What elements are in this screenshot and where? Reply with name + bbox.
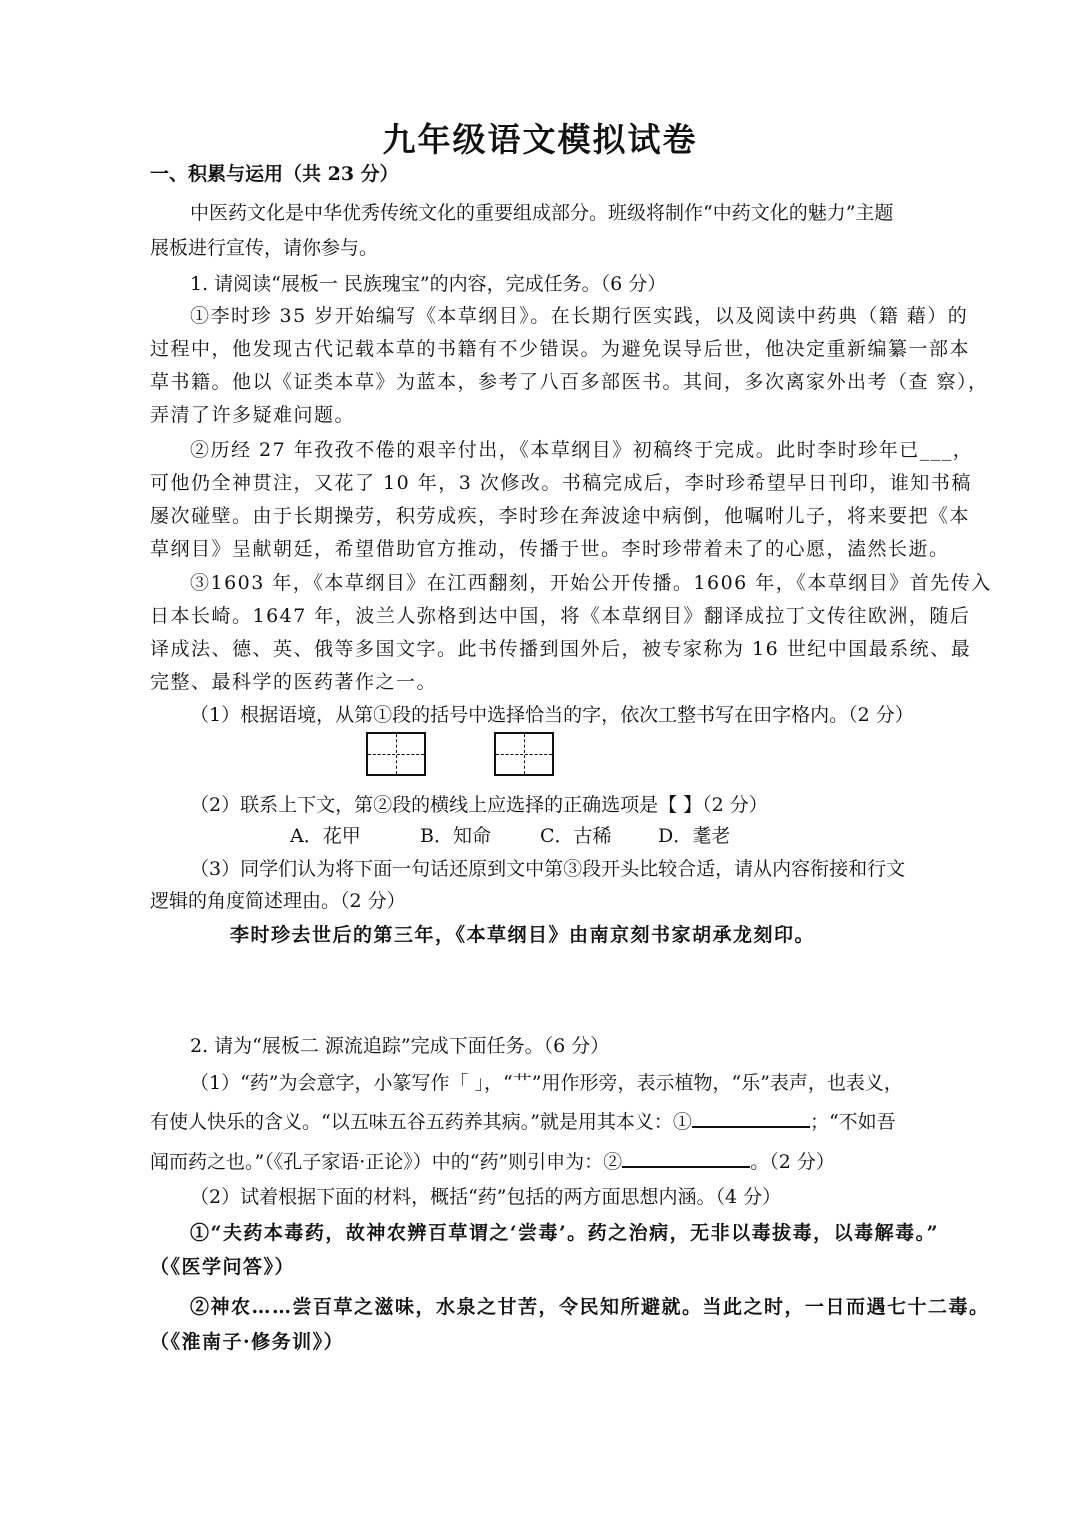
option-c[interactable]: C．古稀 xyxy=(540,825,612,847)
grid-divider xyxy=(496,754,552,755)
section-heading: 一、积累与运用（共 23 分） xyxy=(150,163,399,185)
q2-sub1-line2-text: 有使人快乐的含义。“以五味五谷五药养其病。”就是用其本义：① xyxy=(150,1111,692,1133)
q2-sub1-line2-tail: ；“不如吾 xyxy=(809,1111,896,1133)
writing-grid-2[interactable] xyxy=(494,732,554,776)
q2-prompt: 2. 请为“展板二 源流追踪”完成下面任务。（6 分） xyxy=(190,1035,610,1057)
grid-divider xyxy=(368,754,424,755)
q1-sub3-line1: （3）同学们认为将下面一句话还原到文中第③段开头比较合适，请从内容衔接和行文 xyxy=(190,858,906,880)
q1-para2-line3: 屡次碰壁。由于长期操劳，积劳成疾，李时珍在奔波途中病倒，他嘱咐儿子，将来要把《本 xyxy=(150,505,971,527)
q1-para1-line2: 过程中，他发现古代记载本草的书籍有不少错误。为避免误导后世，他决定重新编纂一部本 xyxy=(150,338,971,360)
option-d[interactable]: D．耄老 xyxy=(658,825,731,847)
answer-blank-1[interactable] xyxy=(692,1108,810,1128)
material-2-line1: ②神农……尝百草之滋味，水泉之甘苦，令民知所避就。当此之时，一日而遇七十二毒。 xyxy=(190,1296,990,1318)
q2-sub2: （2）试着根据下面的材料，概括“药”包括的两方面思想内涵。（4 分） xyxy=(190,1186,782,1208)
q2-sub1-line1: （1）“药”为会意字，小篆写作「 」，“艹”用作形旁，表示植物，“乐”表声，也表义， xyxy=(190,1072,903,1094)
intro-line-2: 展板进行宣传，请你参与。 xyxy=(150,237,379,259)
intro-line-1: 中医药文化是中华优秀传统文化的重要组成部分。班级将制作“中药文化的魅力”主题 xyxy=(190,202,894,224)
q1-para2-line4: 草纲目》呈献朝廷，希望借助官方推动，传播于世。李时珍带着未了的心愿，溘然长逝。 xyxy=(150,538,950,560)
answer-blank-2[interactable] xyxy=(622,1148,750,1168)
q1-sub1: （1）根据语境，从第①段的括号中选择恰当的字，依次工整书写在田字格内。（2 分） xyxy=(190,704,914,726)
q2-sub1-line3-tail: 。（2 分） xyxy=(750,1151,835,1173)
q1-para3-line1: ③1603 年，《本草纲目》在江西翻刻，开始公开传播。1606 年，《本草纲目》首先传入 xyxy=(190,572,992,594)
q1-sub3-line2: 逻辑的角度简述理由。（2 分） xyxy=(150,890,406,912)
q1-para1-line3: 草书籍。他以《证类本草》为蓝本，参考了八百多部医书。其间，多次离家外出考（查 察）， xyxy=(150,371,989,393)
q1-sentence: 李时珍去世后的第三年，《本草纲目》由南京刻书家胡承龙刻印。 xyxy=(230,924,816,946)
option-a[interactable]: A．花甲 xyxy=(290,825,361,847)
q1-prompt: 1. 请阅读“展板一 民族瑰宝”的内容，完成任务。（6 分） xyxy=(190,273,667,295)
writing-grid-1[interactable] xyxy=(366,732,426,776)
option-b[interactable]: B．知命 xyxy=(420,825,491,847)
q1-para1-line1: ①李时珍 35 岁开始编写《本草纲目》。在长期行医实践，以及阅读中药典（籍 藉）的 xyxy=(190,305,969,327)
q1-para2-line1: ②历经 27 年孜孜不倦的艰辛付出，《本草纲目》初稿终于完成。此时李时珍年已___， xyxy=(190,439,974,461)
material-2-source: （《淮南子·修务训》） xyxy=(150,1331,345,1353)
q1-para1-line4: 弄清了许多疑难问题。 xyxy=(150,404,356,426)
q1-sub2: （2）联系上下文，第②段的横线上应选择的正确选项是【 】（2 分） xyxy=(190,794,768,816)
page-title: 九年级语文模拟试卷 xyxy=(382,120,698,159)
q1-para2-line2: 可他仍全神贯注，又花了 10 年，3 次修改。书稿完成后，李时珍希望早日刊印，谁知书稿 xyxy=(150,472,972,494)
q1-para3-line3: 译成法、德、英、俄等多国文字。此书传播到国外后，被专家称为 16 世纪中国最系统、最 xyxy=(150,638,972,660)
material-1-line1: ①“夫药本毒药，故神农辨百草谓之‘尝毒’。药之治病，无非以毒拔毒，以毒解毒。” xyxy=(190,1222,940,1244)
q1-para3-line4: 完整、最科学的医药著作之一。 xyxy=(150,671,438,693)
q2-sub1-line3 xyxy=(150,1148,835,1174)
q1-para3-line2: 日本长崎。1647 年，波兰人弥格到达中国，将《本草纲目》翻译成拉丁文传往欧洲，随后 xyxy=(150,605,971,627)
q2-sub1-line2 xyxy=(150,1108,896,1134)
q2-sub1-line3-text: 闻而药之也。”（《孔子家语·正论》）中的“药”则引申为：② xyxy=(150,1151,623,1173)
material-1-source: （《医学问答》） xyxy=(150,1256,296,1278)
